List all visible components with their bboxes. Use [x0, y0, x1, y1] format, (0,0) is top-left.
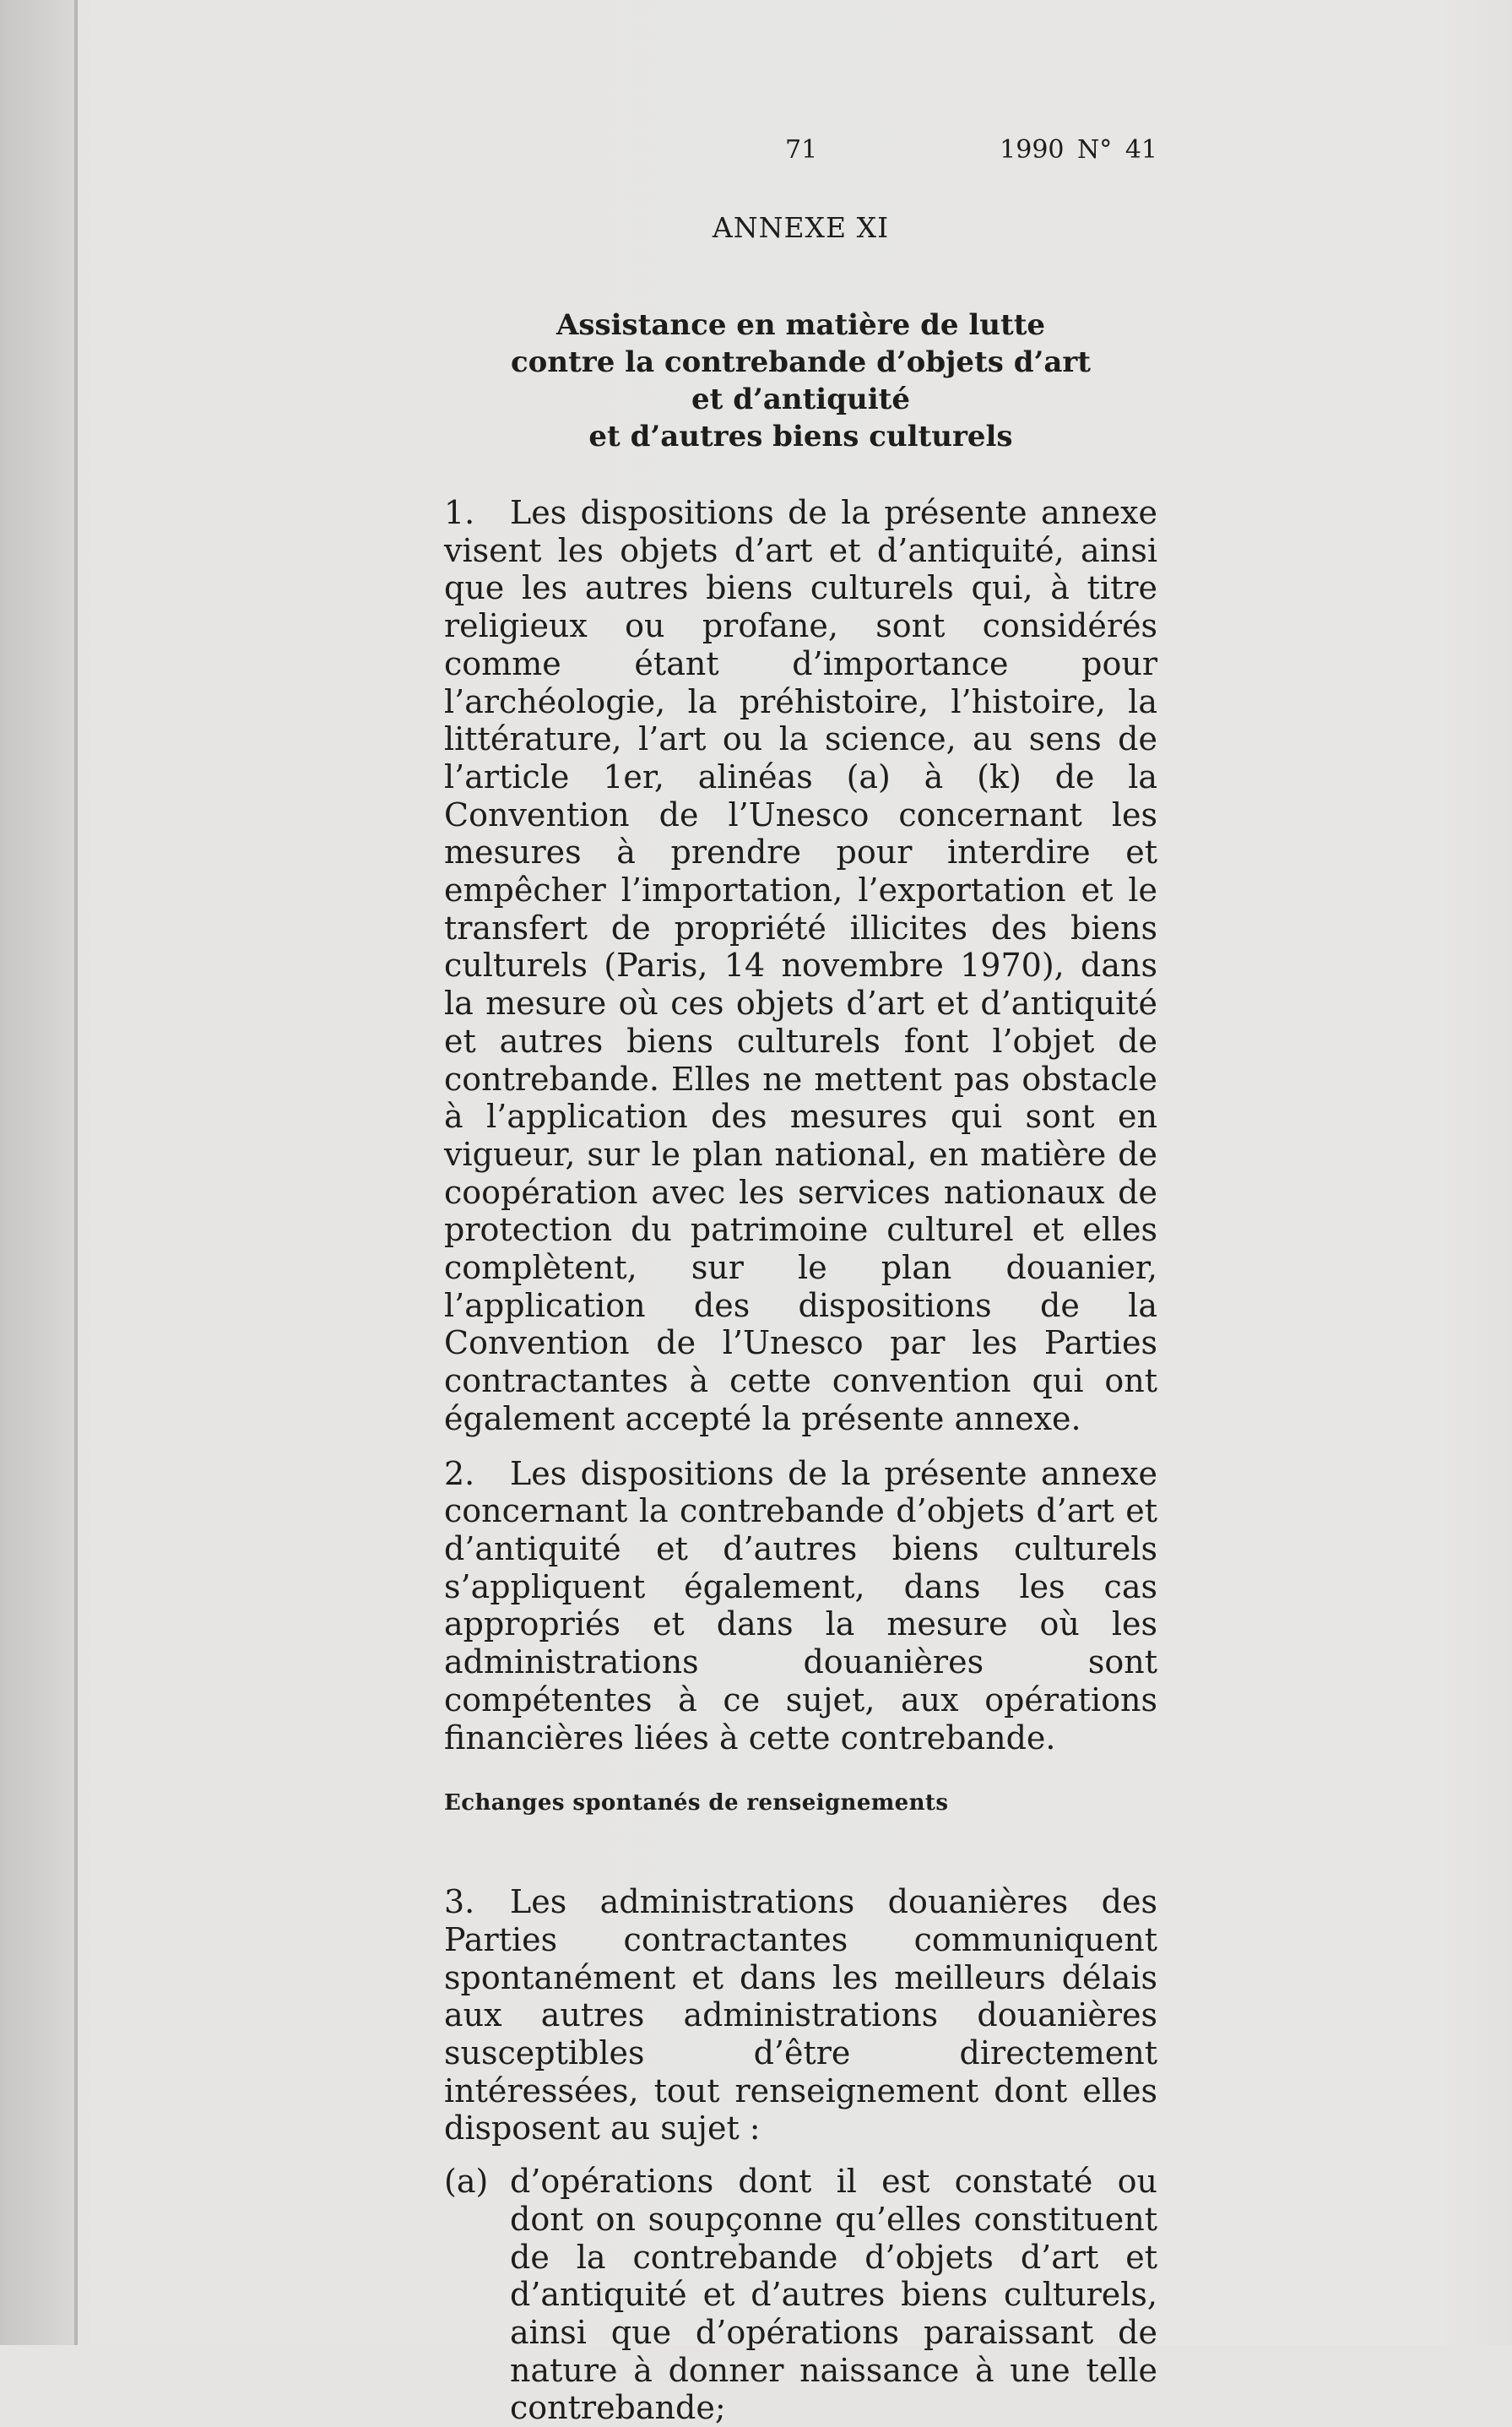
section-heading: Echanges spontanés de renseignements — [444, 1790, 949, 1816]
annex-title-line: et d’antiquité — [691, 383, 910, 416]
annex-title-line: contre la contrebande d’objets d’art — [510, 345, 1092, 379]
list-item-a — [444, 2163, 1157, 2427]
annex-title — [444, 307, 1157, 455]
document-reference: 1990 N° 41 — [1000, 135, 1157, 165]
page-number: 71 — [785, 135, 818, 165]
paragraph-3 — [444, 1883, 1157, 2147]
annex-label: ANNEXE XI — [712, 211, 890, 244]
text-column — [444, 135, 1157, 2427]
paragraph-text: Les administrations douanières des Parties contractantes communiquent spontanément et dans les meilleurs délais aux autres administrations douanières susceptibles d’être directement intéressées, tout renseignement dont elles disposent au sujet : — [444, 1883, 1157, 2147]
binding-edge — [74, 0, 78, 2345]
list-item-label: (a) — [444, 2163, 489, 2201]
paragraph-number: 2. — [444, 1454, 475, 1492]
paragraph-number: 1. — [444, 494, 475, 531]
binding-shadow — [0, 0, 74, 2345]
paragraph-text: Les dispositions de la présente annexe visent les objets d’art et d’antiquité, ainsi que les autres biens culturels qui, à titre religieux ou profane, sont considérés comme étant d’importance pour l’archéologie, la préhistoire, l’histoire, la littérature, l’art ou la science, au sens de l’article 1er, alinéas (a) à (k) de la Convention de l’Unesco concernant les mesures à prendre pour interdire et empêcher l’importation, l’exportation et le transfert de propriété illicites des biens culturels (Paris, 14 novembre 1970), dans la mesure où ces objets d’art et d’antiquité et autres biens culturels font l’objet de contrebande. Elles ne mettent pas obstacle à l’application des mesures qui sont en vigueur, sur le plan national, en matière de coopération avec les services nationaux de protection du patrimoine culturel et elles complètent, sur le plan douanier, l’application des dispositions de la Convention de l’Unesco par les Parties contractantes à cette convention qui ont également accepté la présente annexe. — [444, 494, 1157, 1437]
running-header — [444, 135, 1157, 177]
list-item-text: d’opérations dont il est constaté ou dont on soupçonne qu’elles constituent de la contrebande d’objets d’art et d’antiquité et d’autres biens culturels, ainsi que d’opérations paraissant de nature à donner naissance à une telle contrebande; — [510, 2163, 1157, 2427]
paragraph-1 — [444, 494, 1157, 1438]
paragraph-number: 3. — [444, 1883, 475, 1921]
paragraph-2 — [444, 1455, 1157, 1757]
annex-title-line: Assistance en matière de lutte — [555, 308, 1046, 342]
paragraph-text: Les dispositions de la présente annexe concernant la contrebande d’objets d’art et d’antiquité et d’autres biens culturels s’appliquent également, dans les cas appropriés et dans la mesure où les administrations douanières sont compétentes à ce sujet, aux opérations financières liées à cette contrebande. — [444, 1454, 1157, 1756]
annex-title-line: et d’autres biens culturels — [588, 420, 1013, 453]
